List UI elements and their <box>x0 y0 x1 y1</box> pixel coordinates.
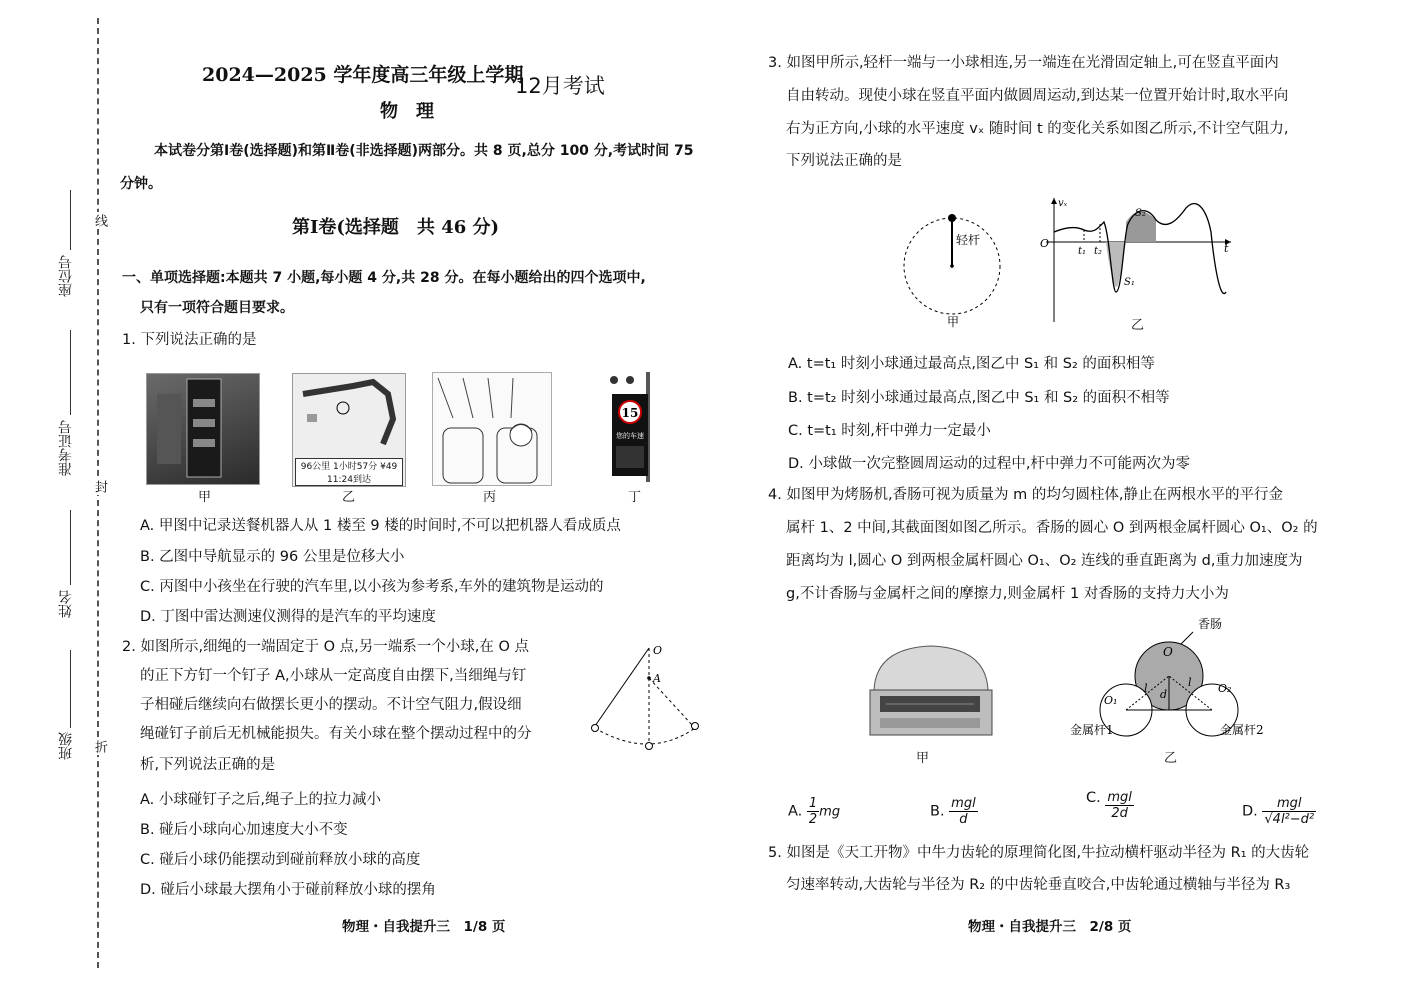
q3-option-c: C. t=t₁ 时刻,杆中弹力一定最小 <box>788 423 991 439</box>
length-l-left: l <box>1144 682 1148 695</box>
pendulum-diagram <box>585 640 710 755</box>
left-footer: 物理・自我提升三 1/8 页 <box>342 919 506 935</box>
tuck-char: 折 <box>92 740 107 753</box>
q2-stem-5: 析,下列说法正确的是 <box>140 757 276 773</box>
axis-vx: vₓ <box>1058 198 1068 209</box>
section-title: 第Ⅰ卷(选择题 共 46 分) <box>292 217 500 238</box>
q4-stem-3: 距离均为 l,圆心 O 到两根金属杆圆心 O₁、O₂ 连线的垂直距离为 d,重力加速度为 <box>786 553 1303 569</box>
q2-stem-4: 绳碰钉子前后无机械能损失。有关小球在整个摆动过程中的分 <box>140 726 532 742</box>
vx-t-graph <box>1036 192 1236 330</box>
q3-option-a: A. t=t₁ 时刻小球通过最高点,图乙中 S₁ 和 S₂ 的面积相等 <box>788 356 1155 372</box>
q1-option-d: D. 丁图中雷达测速仪测得的是汽车的平均速度 <box>140 609 436 625</box>
radar-sign-photo <box>606 372 660 482</box>
tick-t2: t₂ <box>1094 246 1103 257</box>
q1-option-b: B. 乙图中导航显示的 96 公里是位移大小 <box>140 549 405 565</box>
q4-cap-yi: 乙 <box>1164 751 1178 766</box>
q2-option-b: B. 碰后小球向心加速度大小不变 <box>140 822 348 838</box>
robot-icon <box>147 374 259 484</box>
label-A: A <box>653 672 661 685</box>
exam-intro: 本试卷分第Ⅰ卷(选择题)和第Ⅱ卷(非选择题)两部分。共 8 页,总分 100 分,考试时间 75 分钟。 <box>120 143 694 192</box>
q1-caption-jia: 甲 <box>198 490 212 505</box>
axis-t: t <box>1224 242 1229 255</box>
map-route-icon <box>293 374 405 454</box>
center-O2: O₂ <box>1218 682 1232 695</box>
right-page <box>768 0 1408 983</box>
q2-option-a: A. 小球碰钉子之后,绳子上的拉力减小 <box>140 792 381 808</box>
exam-no-line <box>70 330 71 415</box>
q4-stem-4: g,不计香肠与金属杆之间的摩擦力,则金属杆 1 对香肠的支持力大小为 <box>786 586 1229 602</box>
class-line <box>70 650 71 728</box>
seal-char: 封 <box>92 480 107 493</box>
q2-stem-1: 2. 如图所示,细绳的一端固定于 O 点,另一端系一个小球,在 O 点 <box>122 639 530 655</box>
seat-line <box>70 190 71 250</box>
name-line <box>70 510 71 585</box>
exam-title: 2024—2025 学年度高三年级上学期 <box>202 64 524 86</box>
nav-distance-text: 96公里 1小时57分 ¥49 <box>300 462 398 472</box>
q2-option-d: D. 碰后小球最大摆角小于碰前释放小球的摆角 <box>140 882 436 898</box>
right-footer: 物理・自我提升三 2/8 页 <box>968 919 1132 935</box>
q4-option-d: D. $\frac{\text{mgl}}{\text{√4l²−d²}}$ <box>1242 796 1315 827</box>
handwritten-note: 12月考试 <box>515 74 605 98</box>
q5-line-1: 5. 如图是《天工开物》中牛力齿轮的原理简化图,牛拉动横杆驱动半径为 R₁ 的大齿轮 <box>768 845 1310 861</box>
q1-caption-bing: 丙 <box>483 490 497 505</box>
area-S1: S₁ <box>1124 277 1135 288</box>
robot-photo <box>146 373 260 485</box>
origin-O: O <box>1040 237 1050 250</box>
area-S2: S₂ <box>1135 208 1146 219</box>
q5-line-2: 匀速率转动,大齿轮与半径为 R₂ 的中齿轮垂直咬合,中齿轮通过横轴与半径为 R₃ <box>786 877 1291 893</box>
q3-stem-4: 下列说法正确的是 <box>786 153 902 169</box>
name-label: 姓名 <box>58 590 74 618</box>
rod-label: 轻杆 <box>956 233 981 247</box>
part1-heading-cont: 只有一项符合题目要求。 <box>140 300 294 316</box>
distance-d: d <box>1160 688 1168 701</box>
subject-title: 物 理 <box>380 101 434 122</box>
grill-icon <box>866 640 996 745</box>
q2-stem-2: 的正下方钉一个钉子 A,小球从一定高度自由摆下,当细绳与钉 <box>140 668 527 684</box>
q4-option-c: C. $\frac{\text{mgl}}{2d}$ <box>1086 790 1132 821</box>
grill-photo <box>866 640 996 745</box>
q1-caption-yi: 乙 <box>342 490 356 505</box>
left-page <box>120 0 710 983</box>
sausage-label: 香肠 <box>1198 617 1223 631</box>
line-char: 线 <box>92 214 107 227</box>
q3-option-b: B. t=t₂ 时刻小球通过最高点,图乙中 S₁ 和 S₂ 的面积不相等 <box>788 390 1170 406</box>
q3-cap-jia: 甲 <box>947 315 960 329</box>
center-O1: O₁ <box>1104 694 1118 707</box>
binding-margin <box>0 0 120 983</box>
q3-cap-yi: 乙 <box>1131 318 1145 333</box>
navigation-screenshot <box>292 373 406 487</box>
rod2-label: 金属杆2 <box>1220 723 1264 737</box>
class-label: 班级 <box>58 732 74 760</box>
q4-stem-1: 4. 如图甲为烤肠机,香肠可视为质量为 m 的均匀圆柱体,静止在两根水平的平行金 <box>768 487 1284 503</box>
rod1-label: 金属杆1 <box>1070 723 1114 737</box>
q1-caption-ding: 丁 <box>628 490 642 505</box>
length-l-right: l <box>1188 676 1192 689</box>
q4-cap-jia: 甲 <box>916 751 930 766</box>
q1-option-a: A. 甲图中记录送餐机器人从 1 楼至 9 楼的时间时,不可以把机器人看成质点 <box>140 518 621 534</box>
sausage-cross-section <box>1068 612 1278 742</box>
speed-sign-icon <box>606 372 660 482</box>
label-O: O <box>653 644 663 657</box>
q2-option-c: C. 碰后小球仍能摆动到碰前释放小球的高度 <box>140 852 421 868</box>
rod-circle-diagram <box>898 200 1008 330</box>
center-O: O <box>1163 645 1173 659</box>
q3-stem-1: 3. 如图甲所示,轻杆一端与一小球相连,另一端连在光滑固定轴上,可在竖直平面内 <box>768 55 1279 71</box>
sign-number: 15 <box>621 406 639 420</box>
nav-arrival-text: 11:24到达 <box>327 475 371 485</box>
q3-stem-3: 右为正方向,小球的水平速度 vₓ 随时间 t 的变化关系如图乙所示,不计空气阻力, <box>786 121 1289 137</box>
q1-option-c: C. 丙图中小孩坐在行驶的汽车里,以小孩为参考系,车外的建筑物是运动的 <box>140 579 604 595</box>
q3-stem-2: 自由转动。现使小球在竖直平面内做圆周运动,到达某一位置开始计时,取水平向 <box>786 88 1289 104</box>
q4-stem-2: 属杆 1、2 中间,其截面图如图乙所示。香肠的圆心 O 到两根金属杆圆心 O₁、O₂ 的 <box>786 520 1318 536</box>
car-child-drawing <box>432 372 552 486</box>
seat-label: 座位号 <box>58 255 74 297</box>
sign-text: 您的车速 <box>616 432 644 440</box>
part1-heading: 一、单项选择题:本题共 7 小题,每小题 4 分,共 28 分。在每小题给出的四个选项中, <box>122 270 646 286</box>
q4-option-a: A. $\frac{1}{2}$ mg <box>788 796 841 827</box>
exam-no-label: 准考证号 <box>58 420 74 476</box>
q3-option-d: D. 小球做一次完整圆周运动的过程中,杆中弹力不可能两次为零 <box>788 456 1190 472</box>
q4-option-b: B. $\frac{\text{mgl}}{d}$ <box>930 796 976 827</box>
q1-stem: 1. 下列说法正确的是 <box>122 332 257 348</box>
car-interior-icon <box>433 373 551 485</box>
tick-t1: t₁ <box>1078 246 1087 257</box>
q2-stem-3: 子相碰后继续向右做摆长更小的摆动。不计空气阻力,假设细 <box>140 697 522 713</box>
